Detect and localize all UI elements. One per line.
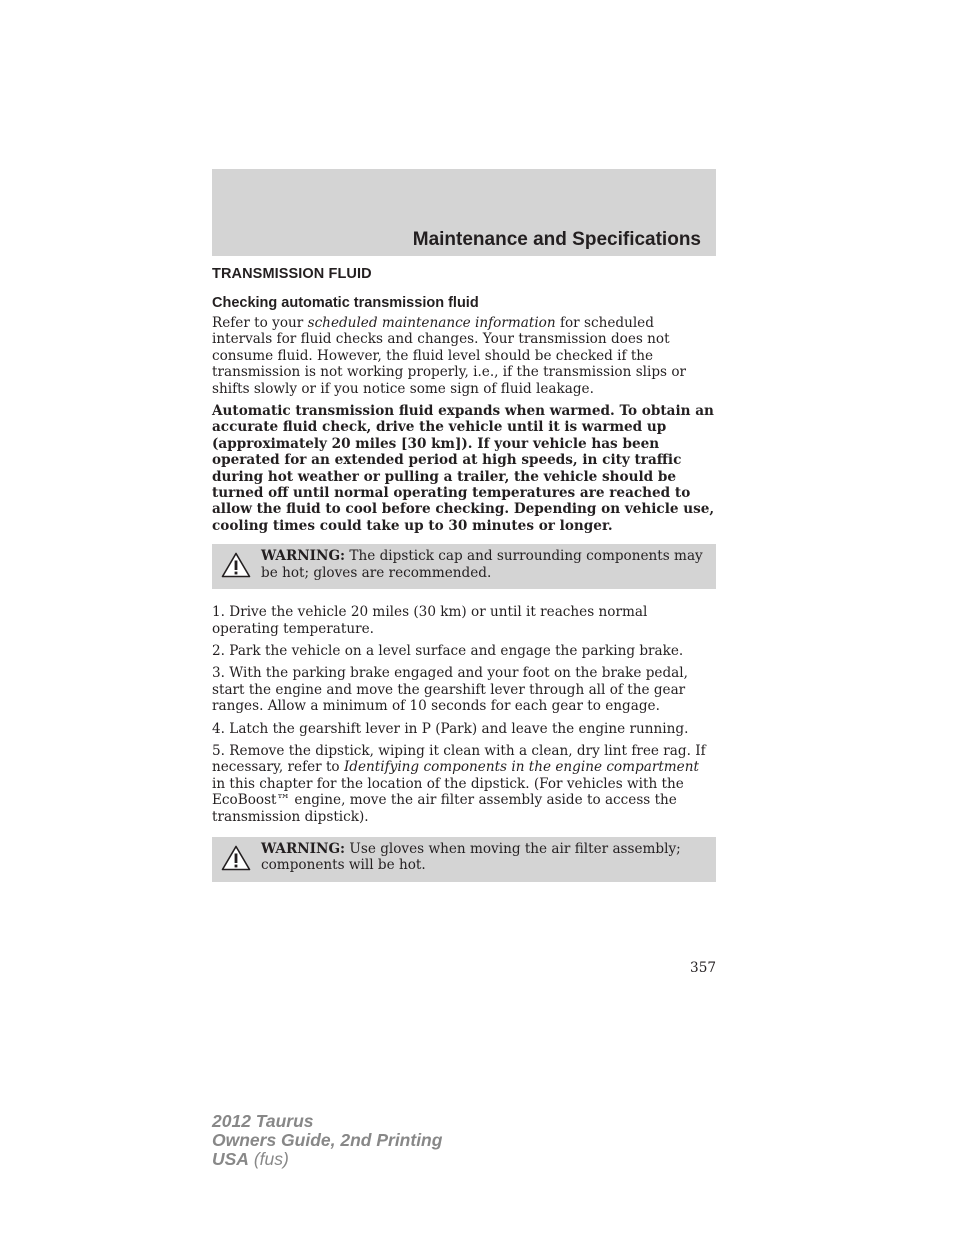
warning-text: [261, 548, 704, 581]
intro-paragraph: [212, 315, 716, 397]
intro-text-end: for scheduled intervals for fluid checks and changes. Your transmission does not consume fluid. However, the fluid level should be checked if the transmission is not working properly, i.e., if the transmission slips or shifts slowly or if you notice some sign of fluid leakage.: [212, 315, 687, 397]
warning-label: WARNING:: [261, 548, 346, 565]
step-3: 3. With the parking brake engaged and your foot on the brake pedal, start the engine and move the gearshift lever through all of the gear ranges. Allow a minimum of 10 seconds for each gear to engage.: [212, 665, 688, 715]
warning-message: Use gloves when moving the air filter assembly; components will be hot.: [261, 840, 681, 874]
footer-region: [212, 1150, 442, 1169]
intro-text-start: Refer to your: [212, 315, 308, 331]
warning-triangle-icon: [221, 845, 251, 871]
maintenance-reference: scheduled maintenance information: [307, 315, 556, 331]
page-number: 357: [690, 960, 716, 976]
step-2: 2. Park the vehicle on a level surface and engage the parking brake.: [212, 642, 684, 659]
footer-edition: Owners Guide, 2nd Printing: [212, 1130, 443, 1150]
warning-box-gloves: [212, 837, 716, 882]
warning-label: WARNING:: [261, 840, 346, 857]
warning-triangle-icon: [221, 552, 251, 578]
footer-country: USA: [212, 1149, 249, 1169]
warning-box-hot-components: [212, 544, 716, 589]
page-content: [212, 266, 716, 897]
step-4: 4. Latch the gearshift lever in P (Park) and leave the engine running.: [212, 720, 689, 737]
step-5-text-end: in this chapter for the location of the dipstick. (For vehicles with the EcoBoost™ engine, move the air filter assembly aside to access the transmission dipstick).: [212, 775, 684, 825]
fluid-expansion-note: Automatic transmission fluid expands when warmed. To obtain an accurate fluid check, drive the vehicle until it is warmed up (approximately 20 miles [30 km]). If your vehicle has been operated for an extended period at high speeds, in city traffic during hot weather or pulling a trailer, the vehicle should be turned off until normal operating temperatures are reached to allow the fluid to cool before checking. Depending on vehicle use, cooling times could take up to 30 minutes or longer.: [212, 403, 715, 534]
chapter-title: Maintenance and Specifications: [412, 229, 701, 250]
document-footer: [212, 1112, 442, 1169]
section-heading: TRANSMISSION FLUID: [212, 266, 372, 282]
engine-compartment-reference: Identifying components in the engine compartment: [343, 759, 699, 776]
footer-model: 2012 Taurus: [212, 1111, 314, 1131]
warning-message: The dipstick cap and surrounding components may be hot; gloves are recommended.: [261, 548, 703, 581]
chapter-header-band: [212, 169, 716, 256]
footer-code: (fus): [248, 1149, 289, 1169]
warning-text: [261, 841, 704, 874]
subsection-heading: Checking automatic transmission fluid: [212, 295, 479, 311]
step-1: 1. Drive the vehicle 20 miles (30 km) or until it reaches normal operating temperature.: [212, 604, 648, 637]
step-5-text-start: 5. Remove the dipstick, wiping it clean with a clean, dry lint free rag. If necessary, refer to: [212, 742, 706, 776]
step-5: [212, 743, 716, 825]
